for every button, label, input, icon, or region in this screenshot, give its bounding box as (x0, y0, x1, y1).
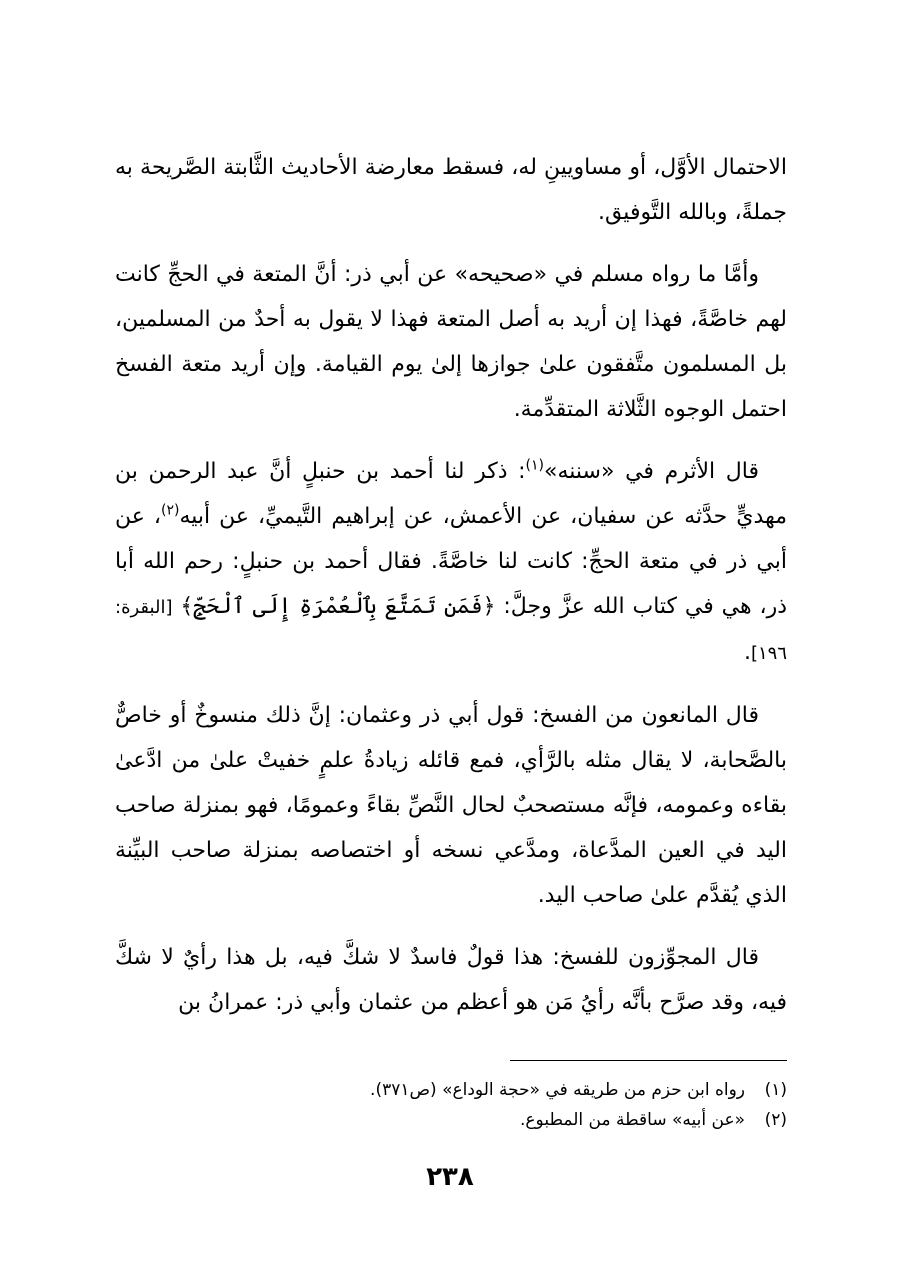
footnote-separator (510, 1060, 787, 1061)
paragraph-4: قال المانعون من الفسخ: قول أبي ذر وعثمان: إنَّ ذلك منسوخٌ أو خاصٌّ بالصَّحابة، لا يقال مثله بالرَّأي، فمع قائله زيادةُ علمٍ خفيتْ علىٰ من ادَّعىٰ بقاءه وعمومه، فإنَّه مستصحبٌ لحال النَّصِّ بقاءً وعمومًا، فهو بمنزلة صاحب اليد في العين المدَّعاة، ومدَّعي نسخه أو اختصاصه بمنزلة صاحب البيِّنة الذي يُقدَّم علىٰ صاحب اليد. (115, 703, 787, 908)
quran-verse: ﴿فَمَن تَمَتَّعَ بِٱلْعُمْرَةِ إِلَى ٱلْحَجِّ﴾ (180, 594, 496, 619)
page-number: ٢٣٨ (426, 1162, 474, 1192)
footnote-ref-1[interactable]: (١) (525, 457, 545, 474)
paragraph-5: قال المجوِّزون للفسخ: هذا قولٌ فاسدٌ لا شكَّ فيه، بل هذا رأيٌ لا شكَّ فيه، وقد صرَّح بأنَّه رأيُ مَن هو أعظم من عثمان وأبي ذر: عمرانُ بن (115, 945, 787, 1015)
paragraph-3-end: . (743, 640, 751, 665)
quran-reference: [البقرة: ١٩٦] (115, 597, 787, 664)
paragraph-3 (115, 449, 787, 676)
main-text (115, 145, 787, 1042)
footnote-2-text: «عن أبيه» ساقطة من المطبوع. (520, 1110, 745, 1130)
paragraph-2: وأمَّا ما رواه مسلم في «صحيحه» عن أبي ذر: أنَّ المتعة في الحجِّ كانت لهم خاصَّةً، فهذا إن أريد به أصل المتعة فهذا لا يقول به أحدٌ من المسلمين، بل المسلمون متَّفقون علىٰ جوازها إلىٰ يوم القيامة. وإن أريد متعة الفسخ احتمل الوجوه الثَّلاثة المتقدِّمة. (115, 262, 787, 422)
paragraph-3-part1: قال الأثرم في «سننه» (544, 459, 759, 484)
paragraph-1: الاحتمال الأوَّل، أو مساويينِ له، فسقط معارضة الأحاديث الثَّابتة الصَّريحة به جملةً، وبالله التَّوفيق. (115, 155, 787, 225)
footnote-2-number: (٢) (764, 1110, 787, 1130)
footnotes (115, 1075, 787, 1135)
footnote-1 (115, 1075, 787, 1105)
footnote-1-text: رواه ابن حزم من طريقه في «حجة الوداع» (ص٣٧١). (370, 1080, 745, 1100)
footnote-ref-2[interactable]: (٢) (161, 502, 180, 519)
footnote-1-number: (١) (764, 1080, 787, 1100)
footnote-2 (115, 1105, 787, 1135)
paragraph-3-part3: ، عن أبي ذر في متعة الحجِّ: كانت لنا خاصَّةً. فقال أحمد بن حنبلٍ: رحم الله أبا ذر، هي في كتاب الله عزَّ وجلَّ: (115, 504, 787, 619)
paragraph-3-part2: : ذكر لنا أحمد بن حنبلٍ أنَّ عبد الرحمن بن مهديٍّ حدَّثه عن سفيان، عن الأعمش، عن إبراهيم التَّيميِّ، عن أبيه (115, 459, 787, 529)
